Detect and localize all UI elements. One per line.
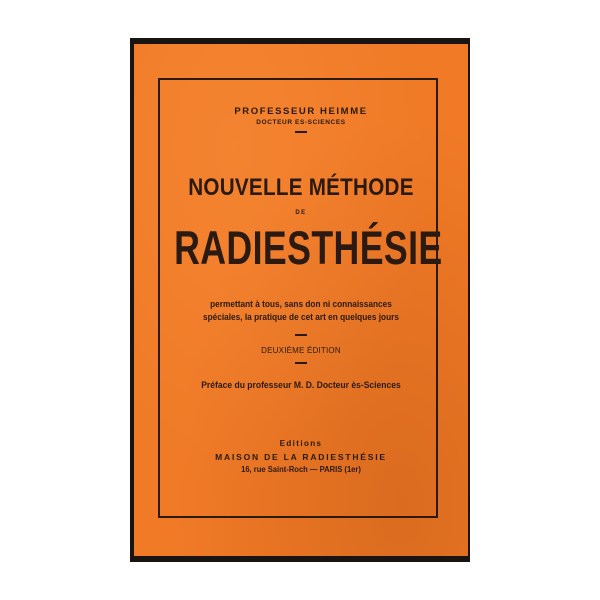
separator-dash [295, 131, 307, 133]
publisher-label: Editions [279, 439, 323, 448]
separator-dash [295, 334, 307, 336]
title-main: RADIESTHÉSIE [174, 221, 443, 274]
description-line-2: spéciales, la pratique de cet art en quelques jours [202, 312, 400, 322]
title-line-1: NOUVELLE MÉTHODE [188, 174, 414, 201]
publisher-name: MAISON DE LA RADIESTHÉSIE [215, 452, 387, 462]
publisher-address: 16, rue Saint-Roch — PARIS (1er) [241, 465, 361, 474]
author-title: DOCTEUR ES-SCIENCES [256, 119, 346, 126]
book-cover [134, 44, 468, 556]
edition-label: DEUXIÈME ÉDITION [261, 346, 341, 355]
preface-line: Préface du professeur M. D. Docteur ès-Sciences [201, 380, 401, 390]
author-name: PROFESSEUR HEIMME [234, 106, 368, 117]
title-connector: DE [295, 210, 307, 216]
separator-dash [295, 362, 307, 364]
description-line-1: permettant à tous, sans don ni connaissances [210, 299, 392, 309]
